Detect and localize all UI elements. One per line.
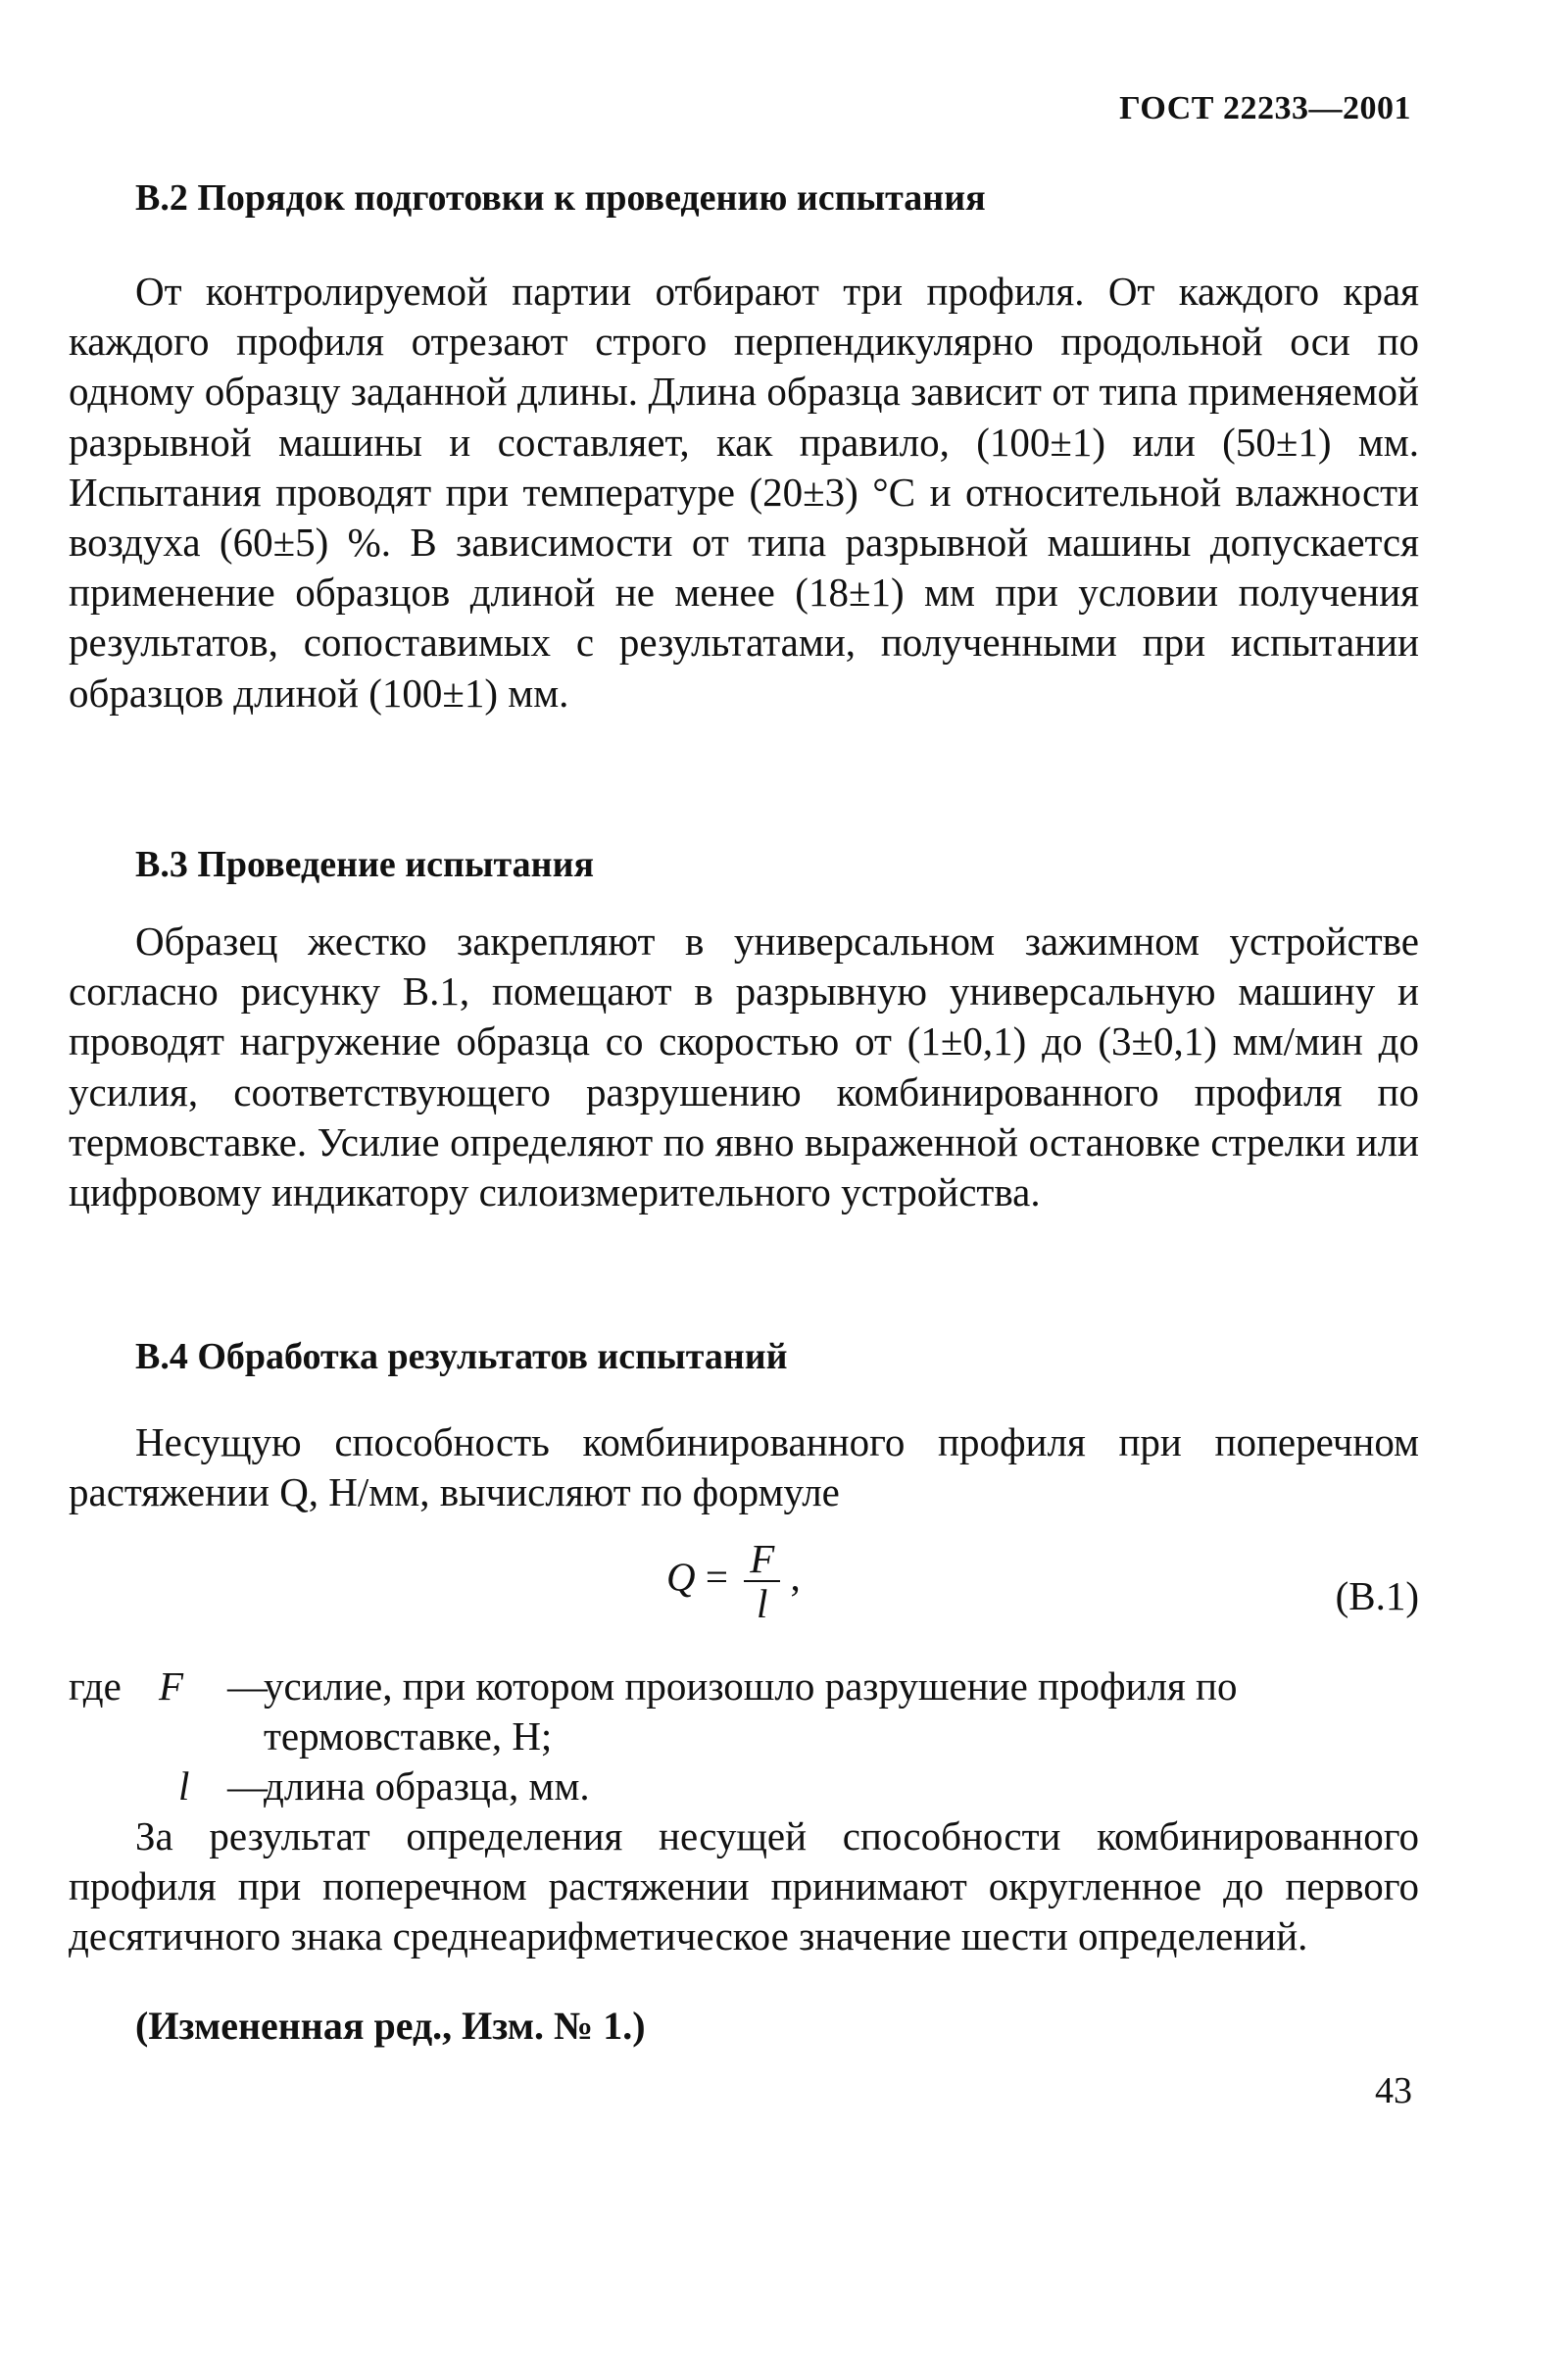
section-text-b3: Образец жестко закрепляют в универсальном зажимном устройстве согласно рисунку В.1, помещают в разрывную универсальную машину и проводят нагружение образца со скоростью от (1±0,1) до (3±0,1) мм/мин до усилия, соответствующего разрушению комбинированного профиля по термовставке. Усилие определяют по явно выраженной остановке стрелки или цифровому индикатору силоизмерительного устройства.	[69, 918, 1419, 1215]
where-dash-l: —	[227, 1763, 268, 1810]
formula-lhs: Q	[666, 1554, 696, 1600]
where-block	[69, 1661, 1421, 1812]
page-number: 43	[1375, 2070, 1412, 2111]
formula-fraction	[744, 1537, 780, 1625]
amendment-note: (Измененная ред., Изм. № 1.)	[135, 2004, 646, 2048]
section-heading-b2: В.2 Порядок подготовки к проведению испытания	[135, 177, 986, 219]
formula-comma: ,	[790, 1554, 801, 1600]
section-text-b4: Несущую способность комбинированного профиля при поперечном растяжении Q, Н/мм, вычисляют по формуле	[69, 1419, 1419, 1515]
formula-b1	[666, 1537, 801, 1625]
formula-denominator: l	[757, 1581, 768, 1626]
standard-header: ГОСТ 22233—2001	[1119, 90, 1411, 126]
where-text-f-cont: термовставке, Н;	[264, 1713, 553, 1760]
where-symbol-l: l	[178, 1763, 190, 1810]
where-text-l: длина образца, мм.	[264, 1763, 590, 1810]
section-text-b2: От контролируемой партии отбирают три профиля. От каждого края каждого профиля отрезают строго перпендикулярно продольной оси по одному образцу заданной длины. Длина образца зависит от типа применяемой разрывной машины и составляет, как правило, (100±1) или (50±1) мм. Испытания проводят при температуре (20±3) °С и относительной влажности воздуха (60±5) %. В зависимости от типа разрывной машины допускается применение образцов длиной не менее (18±1) мм при условии получения результатов, сопоставимых с результатами, полученными при испытании образцов длиной (100±1) мм.	[69, 269, 1419, 716]
formula-equals: =	[705, 1554, 728, 1600]
where-label: где	[69, 1663, 122, 1709]
where-text-f: усилие, при котором произошло разрушение профиля по	[264, 1663, 1238, 1709]
formula-number: (В.1)	[1335, 1573, 1419, 1618]
where-symbol-f: F	[159, 1663, 184, 1709]
section-heading-b3: В.3 Проведение испытания	[135, 844, 595, 885]
formula-numerator: F	[744, 1537, 780, 1582]
section-heading-b4: В.4 Обработка результатов испытаний	[135, 1336, 788, 1377]
where-dash-f: —	[227, 1663, 268, 1709]
result-text: За результат определения несущей способности комбинированного профиля при поперечном растяжении принимают округленное до первого десятичного знака среднеарифметическое значение шести определений.	[69, 1813, 1419, 1959]
